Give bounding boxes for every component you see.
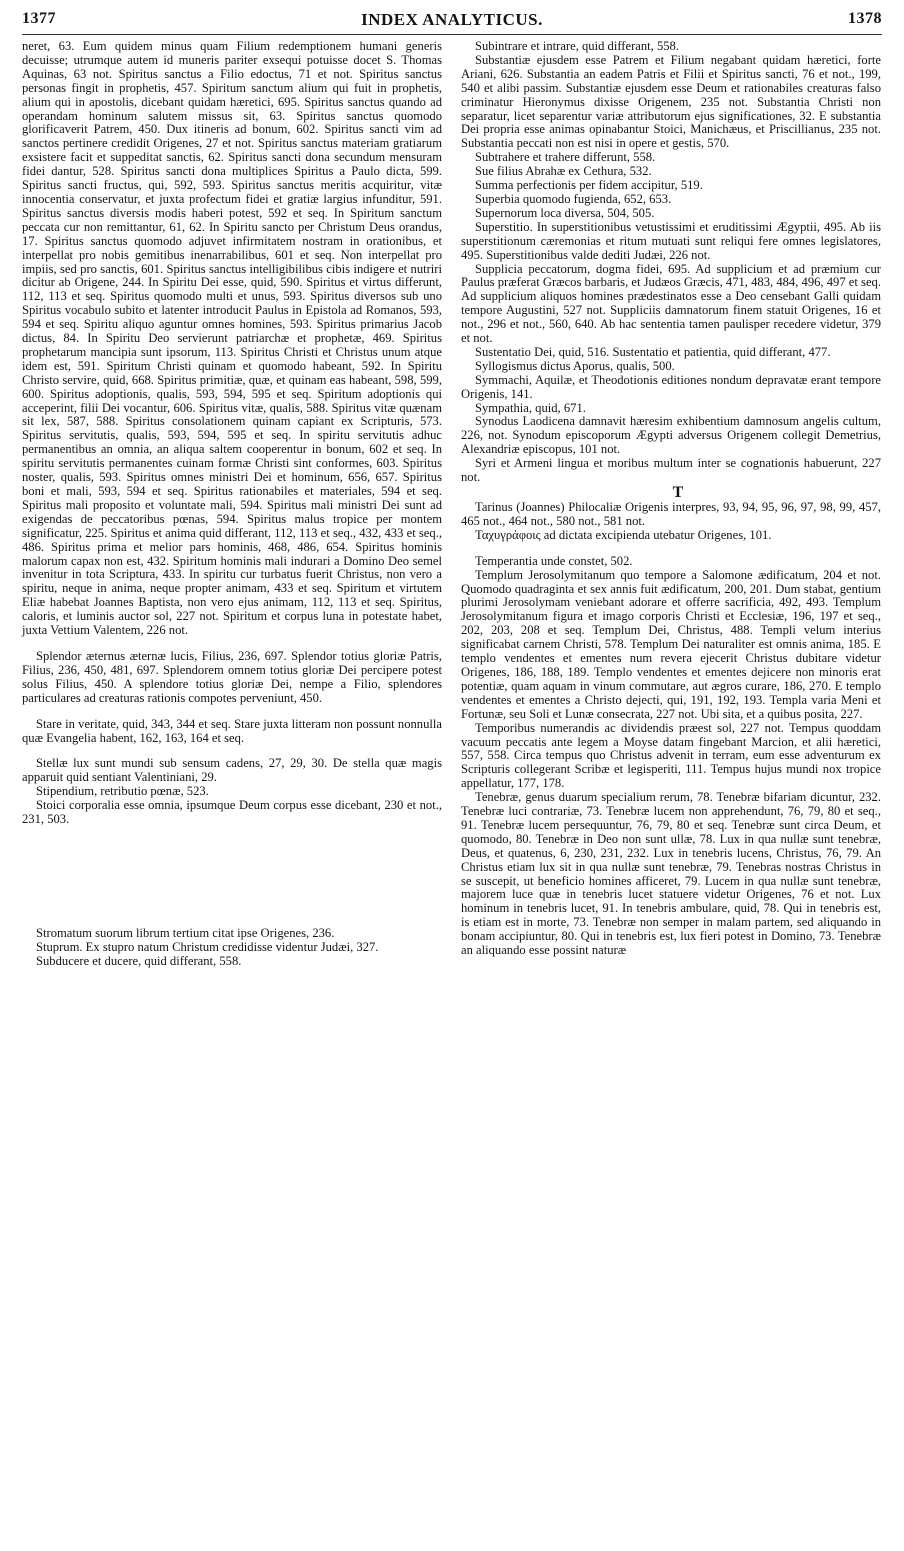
right-page-number: 1378 <box>848 10 882 27</box>
index-entry: Supernorum loca diversa, 504, 505. <box>475 205 655 220</box>
index-entry: neret, 63. Eum quidem minus quam Filium redemptionem humani generis decuisse; utrumque autem id muneris pariter exsequi potuisse docet S. Thomas Aquinas, 63 not. Spiritus sanctus a Filio edoctus, 71 et not. Spiritus sanctus personas fingit in prophetis, 457. Spiritum sanctum alium qui fuit in prophetis, alium qui in apostolis, dicebant quidam hæretici, 695. Spiritus sanctus quando ad operandam hominum salutem missus sit, 63. Spiritus sanctus quomodo glorificaverit Patrem, 450. Dux itineris ad bonum, 602. Spiritus sancti vim ad sanctos pertinere credidit Origenes, 27 et not. Spiritus sanctus materiam gratiarum exsistere facit et suppeditat sanctis, 62. Spiritus sancti dona secundum mensuram fidei dantur, 528. Spiritus sancti dona multiplices Spiritus a Paulo dicta, 599. Spiritus sancti fructus, qui, 592, 593. Spiritus sanctus meritis acquiritur, vitæ innocentia conservatur, et juxta profectum fidei et gratiæ largius infunditur, 591. Spiritus sanctus diversis modis haberi potest, 592 et seq. In Spiritum sanctum peccata cur non remittantur, 61, 62. In Spiritu sancto per Christum Deus orandus, 17. Spiritus sanctus quomodo adjuvet infirmitatem nostram in orationibus, et interpellat pro nobis gemitibus inenarrabilibus, 601 et seq. Non interpellat pro impiis, sed pro sanctis, 601. Spiritus sanctus intelligibilibus cibis indigere et nutriri dicitur ab Origene, 244. In Spiritu Dei esse, quid, 590. Spiritus et virtus differunt, 112, 113 et seq. Spiritus quomodo multi et unus, 593. Spiritus diversos sub uno Spiritus vocabulo subito et latenter introducit Paulus in Epistola ad Romanos, 593, 594 et seq. Spiritu aliquo aguntur omnes homines, 593. Spiritus primarius Jacob dictus, 84. In Spiritu Deo servierunt patriarchæ et prophetæ, 469. Spiritus prophetarum mancipia sunt ipsorum, 113. Spiritus Christi et Christus unum atque idem est, 591. Spiritum Christi quinam et quomodo habeant, 592. In Spiritu Christo servire, quid, 668. Spiritus primitiæ, quæ, et quinam eas habeant, 598, 599, 600. Spiritus adoptionis, qualis, 593, 594, 595 et seq. Spiritum adoptionis qui acceperint, filii Dei vocantur, 606. Spiritus vitæ, qualis, 588. Spiritus vitæ quænam sit lex, 587, 588. Spiritus consolationem quinam capiant ex Scripturis, 573. Spiritus servitutis, qualis, 593, 594, 595 et seq. In spiritu servitutis adhuc permanentibus an omnia, an aliqua saltem cooperentur in bonum, 602 et seq. In spiritu servitutis permanentes cuinam formæ Christi sint conformes, 603. Spiritus noster, qualis, 593. Spiritus omnes ministri Dei et hominum, 656, 657. Spiritus boni et mali, 593, 594 et seq. Spiritus rationabiles et materiales, 594 et seq. Spiritus mali proposito et voluntate mali, 594. Spiritus mali ministri Dei sunt ad exigendas de peccatoribus pœnas, 594. Spiritus malus tropice per montem significatur, 225. Spiritus et anima quid differant, 112, 113 et seq., 432, 433 et seq., 486. Spiritus prima et melior pars hominis, 468, 486, 654. Spiritus hominis malorum capax non est, 432. Spiritum hominis mali indurari a Domino Deo semel invenitur in tota Scriptura, 433. In spiritu cur turbatus fuerit Christus, non vero a spiritu, neque in anima, neque propter animam, 433 et seq. Spiritum et virtutem Eliæ habebat Joannes Baptista, non vero ejus animam, 112, 113 et seq. Spiritus, caloris, et luminis auctor sol, 227 not. Spiritum et corpus luna in potestate habet, juxta Vettium Valentem, 226 not. <box>22 39 442 638</box>
index-entry: Substantiæ ejusdem esse Patrem et Filium negabant quidam hæretici, forte Ariani, 626. Substantia an eadem Patris et Filii et Spiritus sancti, 76 et not., 199, 540 et alibi passim. Substantiæ ejusdem esse Deum et rationabiles creaturas falso criminatur Hieronymus dixisse Origenem, 235 not. Substantia Christi non separatur, licet separentur variæ attributorum ejus significationes, 32. E substantia Dei propria esse animas opinabantur Stoici, Manichæus, et Priscillianus, 235 not. Substantia peccati non est nisi in opere et gestis, 570. <box>461 52 881 151</box>
index-entry: Subintrare et intrare, quid differant, 558. <box>475 39 680 53</box>
index-entry: Templum Jerosolymitanum quo tempore a Salomone ædificatum, 204 et not. Quomodo quadraginta et sex annis fuit ædificatum, 200, 201. Dum stabat, gentium plurimi Jerosolymam veniebant adorare et offerre sacrificia, 492, 493. Templum Jerosolymitanum figura et imago corporis Christi et Ecclesiæ, 196, 197 et seq., 202, 203, 208 et seq. Templum Dei, Christus, 488. Templi velum interius significabat carnem Christi, 578. Templum Dei naturaliter est omnis anima, 185. E templo vendentes et ementes num revera ejecerit Christus dubitare videtur Origenes, 186, 188, 189. Templo vendentes et ementes dejicere non minoris erat potentiæ, quam aquam in vinum commutare, aut ægros curare, 186, 270. E templo vendentes et ementes a Christo dejecti, qui, 191, 192, 193. Templa varia Meni et Fortunæ, seu Soli et Lunæ consecrata, 227 not. Ubi sita, et a quibus posita, 227. <box>461 567 881 721</box>
index-entry: Temporibus numerandis ac dividendis præest sol, 227 not. Tempus quoddam vacuum peccatis ante legem a Moyse datam fingebant Marcion, et alii hæretici, 557, 558. Circa tempus quo Christus advenit in terram, eum esse adventurum ex Scripturis collegerant Scribæ et legisperiti, 111. Tempus hujus mundi nox tropice appellatur, 177, 178. <box>461 720 881 791</box>
index-entry: Splendor æternus æternæ lucis, Filius, 236, 697. Splendor totius gloriæ Patris, Filius, 236, 450, 481, 697. Splendorem omnem totius gloriæ Dei percipere potest solus Filius, 450. A splendore totius gloriæ Dei, nempe a Filio, splendores particulares ad creaturas rationis compotes perveniunt, 450. <box>22 648 442 705</box>
index-entry: Stipendium, retributio pœnæ, 523. <box>36 784 209 799</box>
header-rule <box>22 34 882 35</box>
index-entry: Sympathia, quid, 671. <box>475 400 586 415</box>
left-page-number: 1377 <box>22 10 56 27</box>
index-entry: Synodus Laodicena damnavit hæresim exhibentium damnosum angelis cultum, 226, not. Synodum episcoporum Ægypti adversus Origenem collegit Demetrius, Alexandriæ episcopus, 101 not. <box>461 414 881 457</box>
index-entry: Ταχυγράφοις ad dictata excipienda utebatur Origenes, 101. <box>475 527 772 542</box>
index-entry: Sustentatio Dei, quid, 516. Sustentatio et patientia, quid differant, 477. <box>475 344 831 359</box>
page-title: INDEX ANALYTICUS. <box>361 10 543 29</box>
index-entry: Symmachi, Aquilæ, et Theodotionis editiones nondum depravatæ erant tempore Origenis, 141. <box>461 372 881 401</box>
index-entry: Stellæ lux sunt mundi sub sensum cadens, 27, 29, 30. De stella quæ magis apparuit quid sentiant Valentiniani, 29. <box>22 756 442 785</box>
index-entry: Subtrahere et trahere differunt, 558. <box>475 150 656 165</box>
index-entry: Stuprum. Ex stupro natum Christum credidisse videntur Judæi, 327. <box>36 939 379 954</box>
index-entry: Tenebræ, genus duarum specialium rerum, 78. Tenebræ bifariam dicuntur, 232. Tenebræ luci contrariæ, 73. Tenebræ lucem non apprehendunt, 76, 79, 80 et seq., 91. Tenebræ lucem persequuntur, 76, 79, 80 et seq. Tenebræ sunt circa Deum, et quomodo, 80. Tenebræ in Deo non sunt ullæ, 78. Lux in qua nullæ sunt tenebræ, Deus, et quatenus, 6, 230, 231, 232. Lux in tenebris lucens, Christus, 76, 79. An Christus etiam lux sit in qua nullæ sunt tenebræ, 79. Tenebras nostras Christus in se suscepit, ut beneficio homines afficeret, 79. Lucem in qua nullæ sunt tenebræ, majorem luce quæ in tenebris lucet statuere videtur Origenes, 76 et not. Lux hominum in tenebris lucet, 91. In tenebris ambulare, quid, 78. Qui in tenebris est, is etiam est in morte, 73. Tenebræ non semper in malam partem, sed aliquando in bonam accipiuntur, 80. Qui in tenebris est, lux fieri potest in Domino, 73. Tenebræ an aliquando esse possint naturæ <box>461 790 881 958</box>
left-column <box>22 40 442 969</box>
section-letter: T <box>672 484 684 501</box>
index-entry: Tarinus (Joannes) Philocaliæ Origenis interpres, 93, 94, 95, 96, 97, 98, 99, 457, 465 not., 464 not., 580 not., 581 not. <box>461 500 881 528</box>
index-entry: Sue filius Abrahæ ex Cethura, 532. <box>475 164 652 179</box>
index-entry: Subducere et ducere, quid differant, 558. <box>36 953 242 968</box>
index-entry: Superstitio. In superstitionibus vetustissimi et eruditissimi Ægyptii, 495. Ab iis superstitionum cæremonias et ritum mutuati sunt reliqui fere omnes legislatores, 495. Superstitionibus valde dediti Judæi, 226 not. <box>461 219 881 262</box>
page-header <box>22 10 882 36</box>
index-entry: Superbia quomodo fugienda, 652, 653. <box>475 191 672 206</box>
index-entry: Supplicia peccatorum, dogma fidei, 695. Ad supplicium et ad præmium cur Paulus præferat Græcos barbaris, et Judæos Græcis, 471, 483, 484, 496, 497 et seq. Ad supplicium aliquos homines prædestinatos esse a Deo censebant Galli quidam tempore Augustini, 527 not. Suppliciis damnatorum finem statuit Origenes, 16 et not., 296 et not., 560, 640. Ab hac sententia tamen paulisper recedere videtur, 379 et not. <box>461 261 881 346</box>
index-entry: Stromatum suorum librum tertium citat ipse Origenes, 236. <box>36 925 335 940</box>
index-entry: Stare in veritate, quid, 343, 344 et seq. Stare juxta litteram non possunt nonnulla quæ Evangelia habent, 162, 163, 164 et seq. <box>22 716 442 745</box>
index-entry: Summa perfectionis per fidem accipitur, 519. <box>475 178 703 193</box>
right-column <box>461 40 881 958</box>
index-entry: Stoici corporalia esse omnia, ipsumque Deum corpus esse dicebant, 230 et not., 231, 503. <box>22 798 442 827</box>
index-entry: Syllogismus dictus Aporus, qualis, 500. <box>475 358 675 373</box>
index-entry: Temperantia unde constet, 502. <box>475 553 633 568</box>
index-entry: Syri et Armeni lingua et moribus multum inter se cognationis habuerunt, 227 not. <box>461 456 881 485</box>
